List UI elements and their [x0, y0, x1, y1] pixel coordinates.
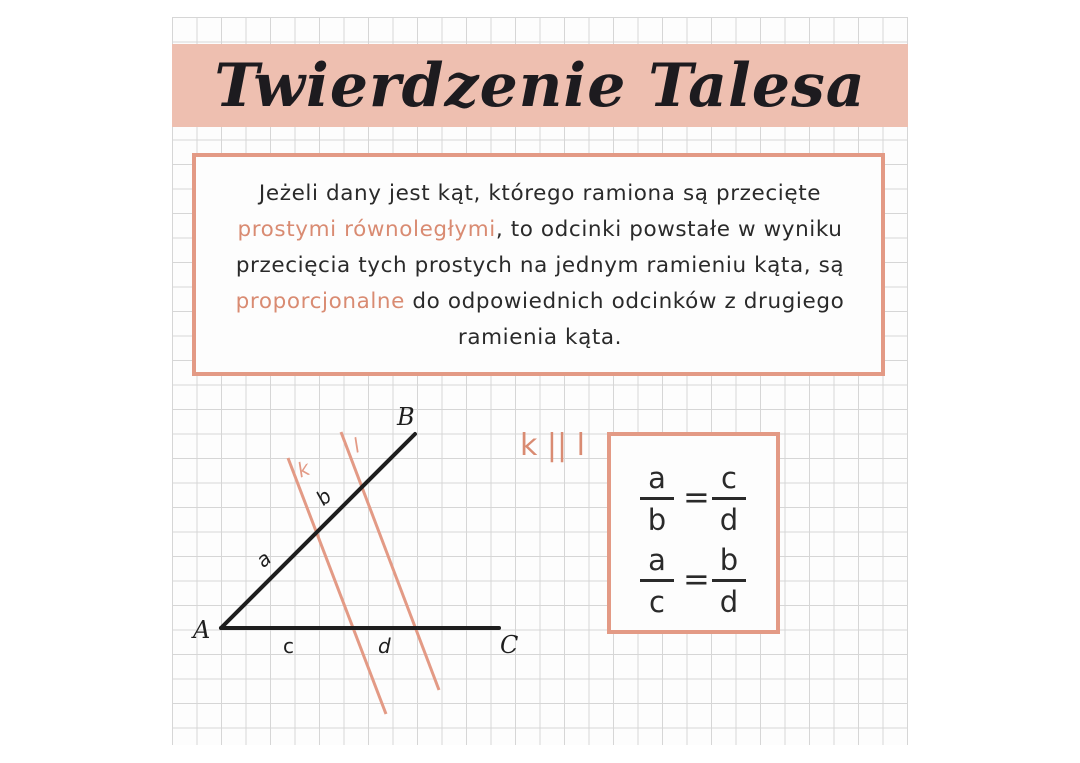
formula-2-right-fraction — [712, 545, 746, 617]
formula-2-left-fraction — [640, 545, 674, 617]
arm-AB — [221, 434, 415, 628]
theorem-highlight-parallel-lines: prostymi równoległymi — [237, 217, 496, 242]
formula-2-equals: = — [683, 560, 710, 598]
formula-2-left-numerator: a — [648, 543, 666, 577]
line-k — [288, 458, 386, 714]
segment-b-label: b — [311, 483, 337, 511]
formula-1-left-fraction — [640, 463, 674, 535]
formula-1-left-numerator: a — [648, 461, 666, 495]
formula-1-left-denominator: b — [647, 503, 667, 537]
parallel-statement: k || l — [520, 428, 585, 463]
point-B-label: B — [397, 403, 415, 431]
point-A-label: A — [193, 616, 211, 644]
segment-d-label: d — [378, 634, 391, 658]
fraction-bar — [640, 579, 674, 582]
segment-a-label: a — [251, 546, 276, 573]
formula-2-right-numerator: b — [719, 543, 739, 577]
formula-1-right-denominator: d — [719, 503, 739, 537]
point-C-label: C — [500, 631, 519, 659]
line-k-label: k — [293, 455, 314, 483]
theorem-highlight-proportional: proporcjonalne — [235, 289, 405, 314]
fraction-bar — [712, 579, 746, 582]
formula-2-right-denominator: d — [719, 585, 739, 619]
formula-1-right-numerator: c — [721, 461, 737, 495]
line-l-label: l — [349, 433, 364, 458]
theorem-text-part-2: , to odcinki powstałe w wyniku przecięcia tych prostych na jednym ramieniu kąta, są — [235, 217, 845, 278]
page-title: Twierdzenie Talesa — [214, 50, 866, 121]
fraction-bar — [640, 497, 674, 500]
formula-1-right-fraction — [712, 463, 746, 535]
formula-2-left-denominator: c — [649, 585, 665, 619]
theorem-text-part-3: do odpowiednich odcinków z drugiego ramienia kąta. — [404, 289, 845, 350]
formula-1-equals: = — [683, 478, 710, 516]
formula-box — [607, 432, 780, 634]
fraction-bar — [712, 497, 746, 500]
segment-c-label: c — [283, 634, 294, 658]
theorem-text-part-1: Jeżeli dany jest kąt, którego ramiona są przecięte — [258, 181, 822, 206]
